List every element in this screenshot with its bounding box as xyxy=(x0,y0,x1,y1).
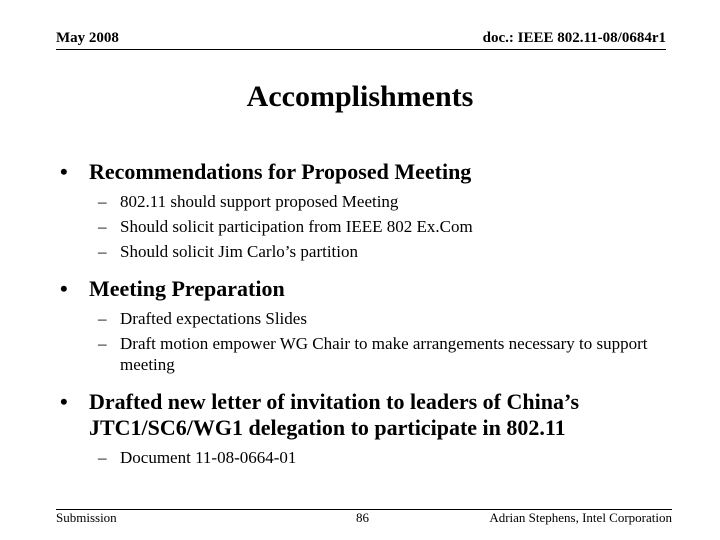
sub-bullet-item xyxy=(60,333,670,375)
sub-bullet-text: Should solicit Jim Carlo’s partition xyxy=(120,242,358,261)
bullet-text: Recommendations for Proposed Meeting xyxy=(89,159,472,184)
sub-bullet-text: Should solicit participation from IEEE 802 Ex.Com xyxy=(120,217,473,236)
bullet-item xyxy=(60,159,670,185)
slide-title: Accomplishments xyxy=(246,80,474,113)
header-doc-id: doc.: IEEE 802.11-08/0684r1 xyxy=(482,30,666,46)
dash-icon: – xyxy=(98,309,107,328)
sub-bullet-item xyxy=(60,191,670,212)
sub-bullet-list xyxy=(60,308,670,375)
dash-icon: – xyxy=(98,192,107,211)
sub-bullet-item xyxy=(60,308,670,329)
header-date: May 2008 xyxy=(56,30,119,46)
footer-submission: Submission xyxy=(56,510,117,525)
sub-bullet-item xyxy=(60,447,670,468)
sub-bullet-text: Draft motion empower WG Chair to make arrangements necessary to support meeting xyxy=(120,334,648,374)
dash-icon: – xyxy=(98,242,107,261)
sub-bullet-item xyxy=(60,241,670,262)
bullet-text: Meeting Preparation xyxy=(89,276,285,301)
sub-bullet-text: Document 11-08-0664-01 xyxy=(120,448,297,467)
sub-bullet-list xyxy=(60,191,670,262)
dash-icon: – xyxy=(98,448,107,467)
sub-bullet-list xyxy=(60,447,670,468)
dash-icon: – xyxy=(98,334,107,353)
bullet-dot-icon: • xyxy=(60,389,68,414)
sub-bullet-item xyxy=(60,216,670,237)
dash-icon: – xyxy=(98,217,107,236)
bullet-item xyxy=(60,276,670,302)
footer-author: Adrian Stephens, Intel Corporation xyxy=(489,510,672,525)
page-number: 86 xyxy=(356,510,369,525)
sub-bullet-text: Drafted expectations Slides xyxy=(120,309,307,328)
slide-content xyxy=(60,159,670,482)
bullet-item xyxy=(60,389,670,441)
header-divider xyxy=(56,49,666,50)
bullet-dot-icon: • xyxy=(60,276,68,301)
sub-bullet-text: 802.11 should support proposed Meeting xyxy=(120,192,399,211)
bullet-text: Drafted new letter of invitation to leaders of China’s JTC1/SC6/WG1 delegation to participate in 802.11 xyxy=(89,389,580,440)
bullet-dot-icon: • xyxy=(60,159,68,184)
